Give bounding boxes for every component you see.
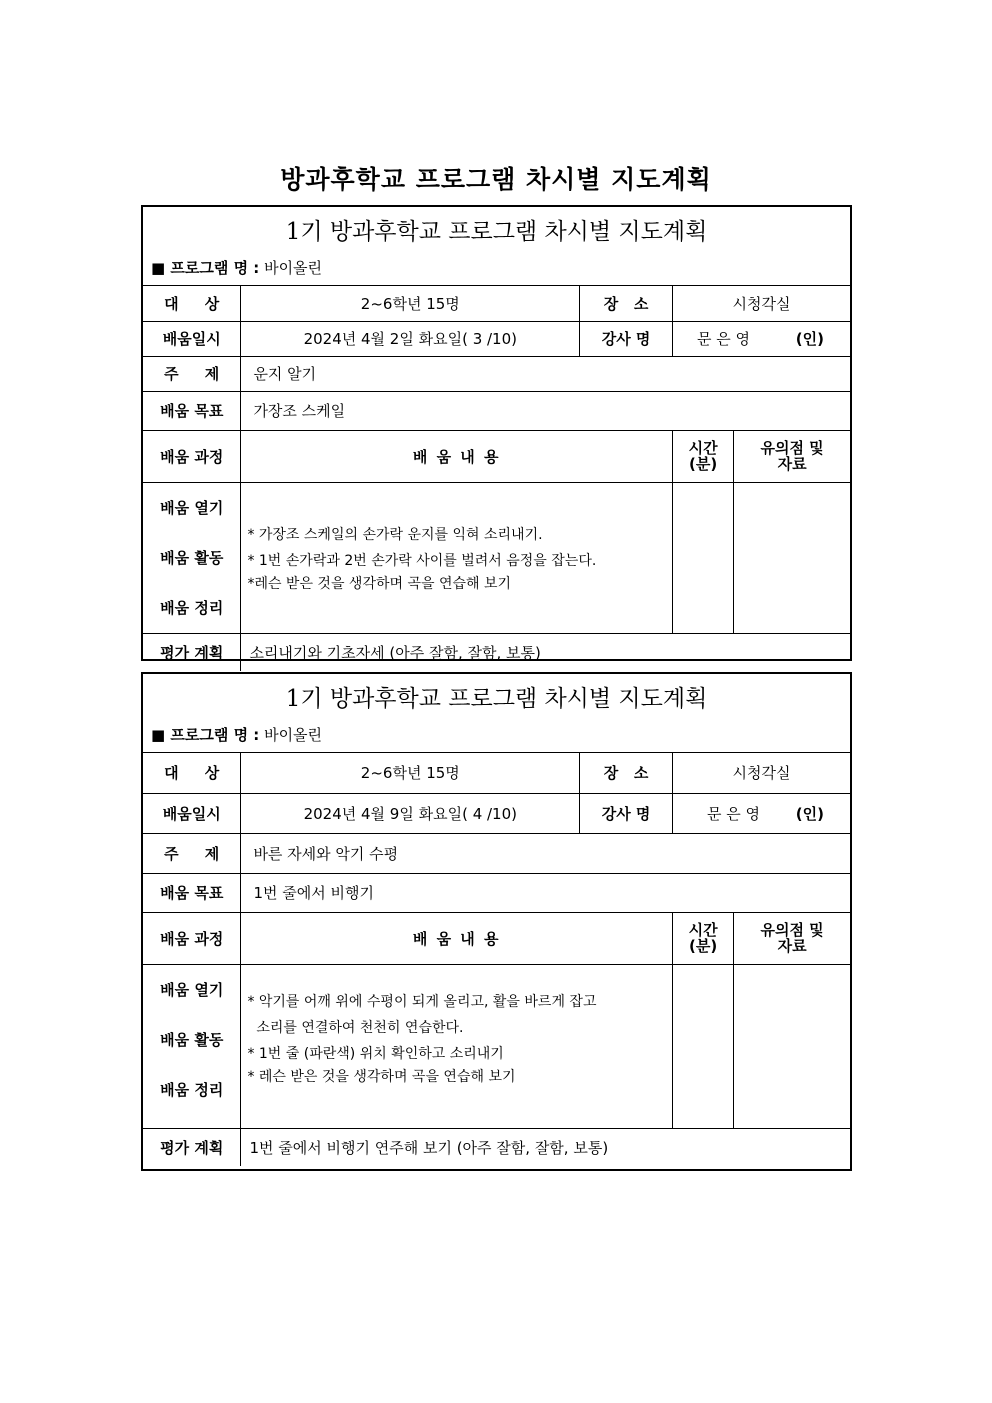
seal-label: (인)	[795, 330, 824, 348]
notes-cell	[734, 964, 850, 1128]
instructor-cell	[672, 793, 850, 833]
place-value: 시청각실	[672, 753, 850, 793]
topic-label: 주 제	[143, 356, 241, 391]
eval-label: 평가 계획	[143, 633, 241, 671]
lesson-plan-1	[141, 205, 852, 661]
stage-cell	[143, 482, 241, 633]
instructor-label: 강사 명	[580, 321, 673, 356]
content-label: 배 움 내 용	[241, 912, 673, 964]
program-label: ■ 프로그램 명 :	[151, 726, 260, 744]
eval-label: 평가 계획	[143, 1128, 241, 1166]
topic-value: 바른 자세와 악기 수평	[241, 833, 850, 873]
plan-title: 1기 방과후학교 프로그램 차시별 지도계획	[285, 219, 708, 245]
instructor-value: 문 은 영	[706, 804, 760, 823]
content-line: * 가장조 스케일의 손가락 운지를 익혀 소리내기.	[247, 526, 543, 543]
target-label: 대 상	[143, 286, 241, 321]
process-label: 배움 과정	[143, 912, 241, 964]
content-line: 소리를 연결하여 천천히 연습한다.	[247, 1019, 464, 1036]
content-cell	[241, 964, 673, 1128]
content-line: * 1번 손가락과 2번 손가락 사이를 벌려서 음정을 잡는다.	[247, 552, 597, 569]
plan-title: 1기 방과후학교 프로그램 차시별 지도계획	[285, 686, 708, 712]
time-cell	[672, 482, 733, 633]
topic-label: 주 제	[143, 833, 241, 873]
content-label: 배 움 내 용	[241, 430, 673, 482]
notes-label: 유의점 및 자료	[734, 430, 850, 482]
eval-value: 소리내기와 기초자세 (아주 잘함, 잘함, 보통)	[241, 633, 850, 671]
eval-value: 1번 줄에서 비행기 연주해 보기 (아주 잘함, 잘함, 보통)	[241, 1128, 850, 1166]
plan-table	[143, 753, 850, 1166]
stage-close: 배움 정리	[160, 598, 224, 617]
stage-activity: 배움 활동	[160, 1030, 224, 1049]
content-line: *레슨 받은 것을 생각하며 곡을 연습해 보기	[247, 575, 512, 592]
program-line	[151, 257, 322, 278]
time-cell	[672, 964, 733, 1128]
stage-open: 배움 열기	[160, 498, 224, 517]
content-line: * 레슨 받은 것을 생각하며 곡을 연습해 보기	[247, 1068, 516, 1085]
stage-activity: 배움 활동	[160, 548, 224, 567]
target-value: 2~6학년 15명	[241, 286, 580, 321]
goal-label: 배움 목표	[143, 873, 241, 912]
place-label: 장 소	[580, 286, 673, 321]
target-label: 대 상	[143, 753, 241, 793]
stage-cell	[143, 964, 241, 1128]
goal-label: 배움 목표	[143, 391, 241, 430]
goal-value: 1번 줄에서 비행기	[241, 873, 850, 912]
topic-value: 운지 알기	[241, 356, 850, 391]
place-value: 시청각실	[672, 286, 850, 321]
program-name: 바이올린	[264, 726, 323, 744]
plan-header	[143, 674, 850, 753]
target-value: 2~6학년 15명	[241, 753, 580, 793]
document-title: 방과후학교 프로그램 차시별 지도계획	[280, 165, 712, 194]
lesson-plan-2	[141, 672, 852, 1171]
program-label: ■ 프로그램 명 :	[151, 259, 260, 277]
notes-label: 유의점 및 자료	[734, 912, 850, 964]
instructor-cell	[672, 321, 850, 356]
instructor-value: 문 은 영	[696, 330, 750, 348]
stage-close: 배움 정리	[160, 1080, 224, 1099]
time-label: 시간(분)	[672, 912, 733, 964]
content-line: * 1번 줄 (파란색) 위치 확인하고 소리내기	[247, 1045, 504, 1062]
process-label: 배움 과정	[143, 430, 241, 482]
seal-label: (인)	[795, 804, 824, 823]
stage-open: 배움 열기	[160, 980, 224, 999]
date-value: 2024년 4월 2일 화요일( 3 /10)	[241, 321, 580, 356]
goal-value: 가장조 스케일	[241, 391, 850, 430]
program-name: 바이올린	[264, 259, 323, 277]
program-line	[151, 724, 322, 745]
instructor-label: 강사 명	[580, 793, 673, 833]
plan-header	[143, 207, 850, 286]
date-value: 2024년 4월 9일 화요일( 4 /10)	[241, 793, 580, 833]
date-label: 배움일시	[143, 321, 241, 356]
content-cell	[241, 482, 673, 633]
time-label: 시간(분)	[672, 430, 733, 482]
place-label: 장 소	[580, 753, 673, 793]
date-label: 배움일시	[143, 793, 241, 833]
notes-cell	[734, 482, 850, 633]
content-line: * 악기를 어깨 위에 수평이 되게 올리고, 활을 바르게 잡고	[247, 993, 597, 1010]
plan-table	[143, 286, 850, 671]
